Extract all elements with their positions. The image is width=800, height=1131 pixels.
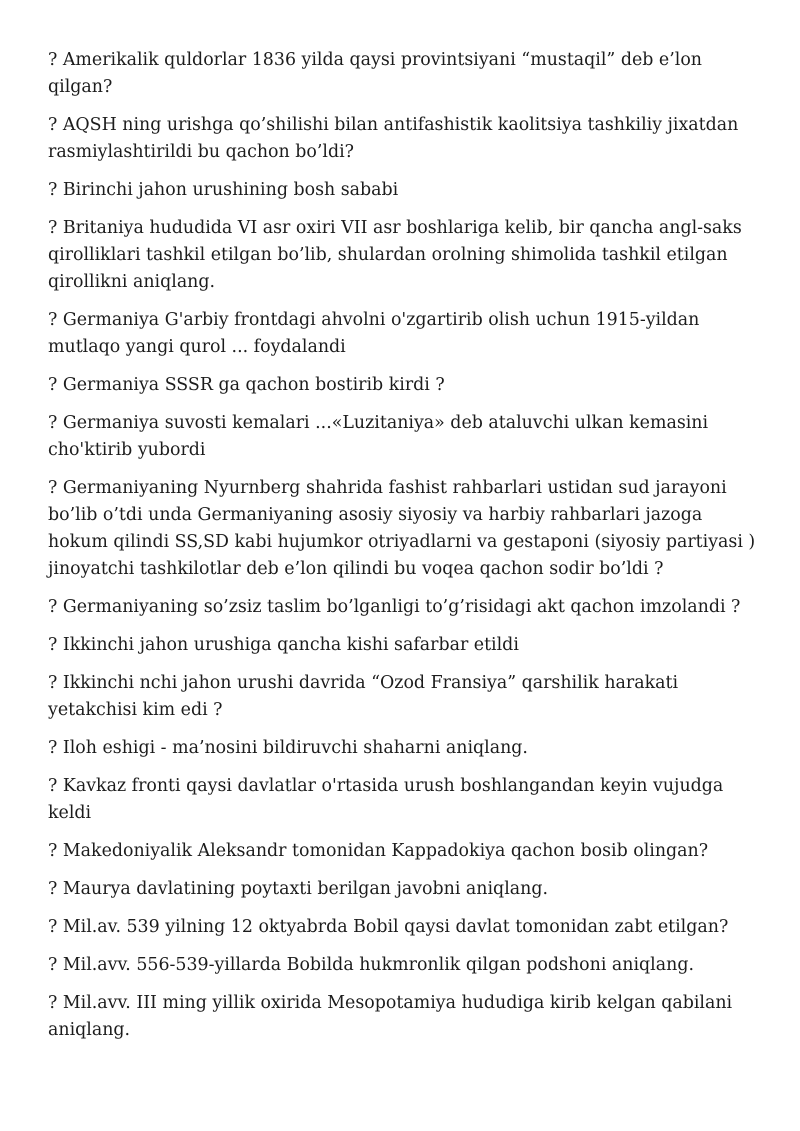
question-item: ? Kavkaz fronti qaysi davlatlar o'rtasida urush boshlangandan keyin vujudga keldi (48, 776, 724, 823)
question-item: ? Mil.av. 539 yilning 12 oktyabrda Bobil qaysi davlat tomonidan zabt etilgan? (48, 917, 729, 937)
question-item: ? Maurya davlatining poytaxti berilgan javobni aniqlang. (48, 879, 548, 899)
question-item: ? Britaniya hududida VI asr oxiri VII asr boshlariga kelib, bir qancha angl-saks qirolliklari tashkil etilgan bo’lib, shulardan orolning shimolida tashkil etilgan qirollikni aniqlang. (48, 218, 742, 292)
question-item: ? Mil.avv. III ming yillik oxirida Mesopotamiya hududiga kirib kelgan qabilani aniqlang. (48, 993, 733, 1040)
question-item: ? Germaniya SSSR ga qachon bostirib kirdi ? (48, 375, 445, 395)
question-item: ? Germaniyaning Nyurnberg shahrida fashist rahbarlari ustidan sud jarayoni bo’lib o’tdi unda Germaniyaning asosiy siyosiy va harbiy rahbarlari jazoga hokum qilindi SS,SD kabi hujumkor otriyadlarni va gestaponi (siyosiy partiyasi ) jinoyatchi tashkilotlar deb e’lon qilindi bu voqea qachon sodir bo’ldi ? (48, 478, 756, 579)
question-item: ? Germaniya G'arbiy frontdagi ahvolni o'zgartirib olish uchun 1915-yildan mutlaqo yangi qurol ... foydalandi (48, 310, 700, 357)
question-item: ? Makedoniyalik Aleksandr tomonidan Kappadokiya qachon bosib olingan? (48, 841, 709, 861)
question-item: ? Germaniya suvosti kemalari ...«Luzitaniya» deb ataluvchi ulkan kemasini cho'ktirib yubordi (48, 413, 709, 460)
question-item: ? Birinchi jahon urushining bosh sababi (48, 180, 399, 200)
question-item: ? Iloh eshigi - ma’nosini bildiruvchi shaharni aniqlang. (48, 738, 528, 758)
question-item: ? Ikkinchi jahon urushiga qancha kishi safarbar etildi (48, 635, 519, 655)
question-item: ? Ikkinchi nchi jahon urushi davrida “Ozod Fransiya” qarshilik harakati yetakchisi kim edi ? (48, 673, 679, 720)
question-item: ? AQSH ning urishga qo’shilishi bilan antifashistik kaolitsiya tashkiliy jixatdan rasmiylashtirildi bu qachon bo’ldi? (48, 115, 739, 162)
question-item: ? Mil.avv. 556-539-yillarda Bobilda hukmronlik qilgan podshoni aniqlang. (48, 955, 694, 975)
question-item: ? Germaniyaning so’zsiz taslim bo’lganligi to’g’risidagi akt qachon imzolandi ? (48, 597, 741, 617)
question-item: ? Amerikalik quldorlar 1836 yilda qaysi provintsiyani “mustaqil” deb e’lon qilgan? (48, 50, 702, 97)
